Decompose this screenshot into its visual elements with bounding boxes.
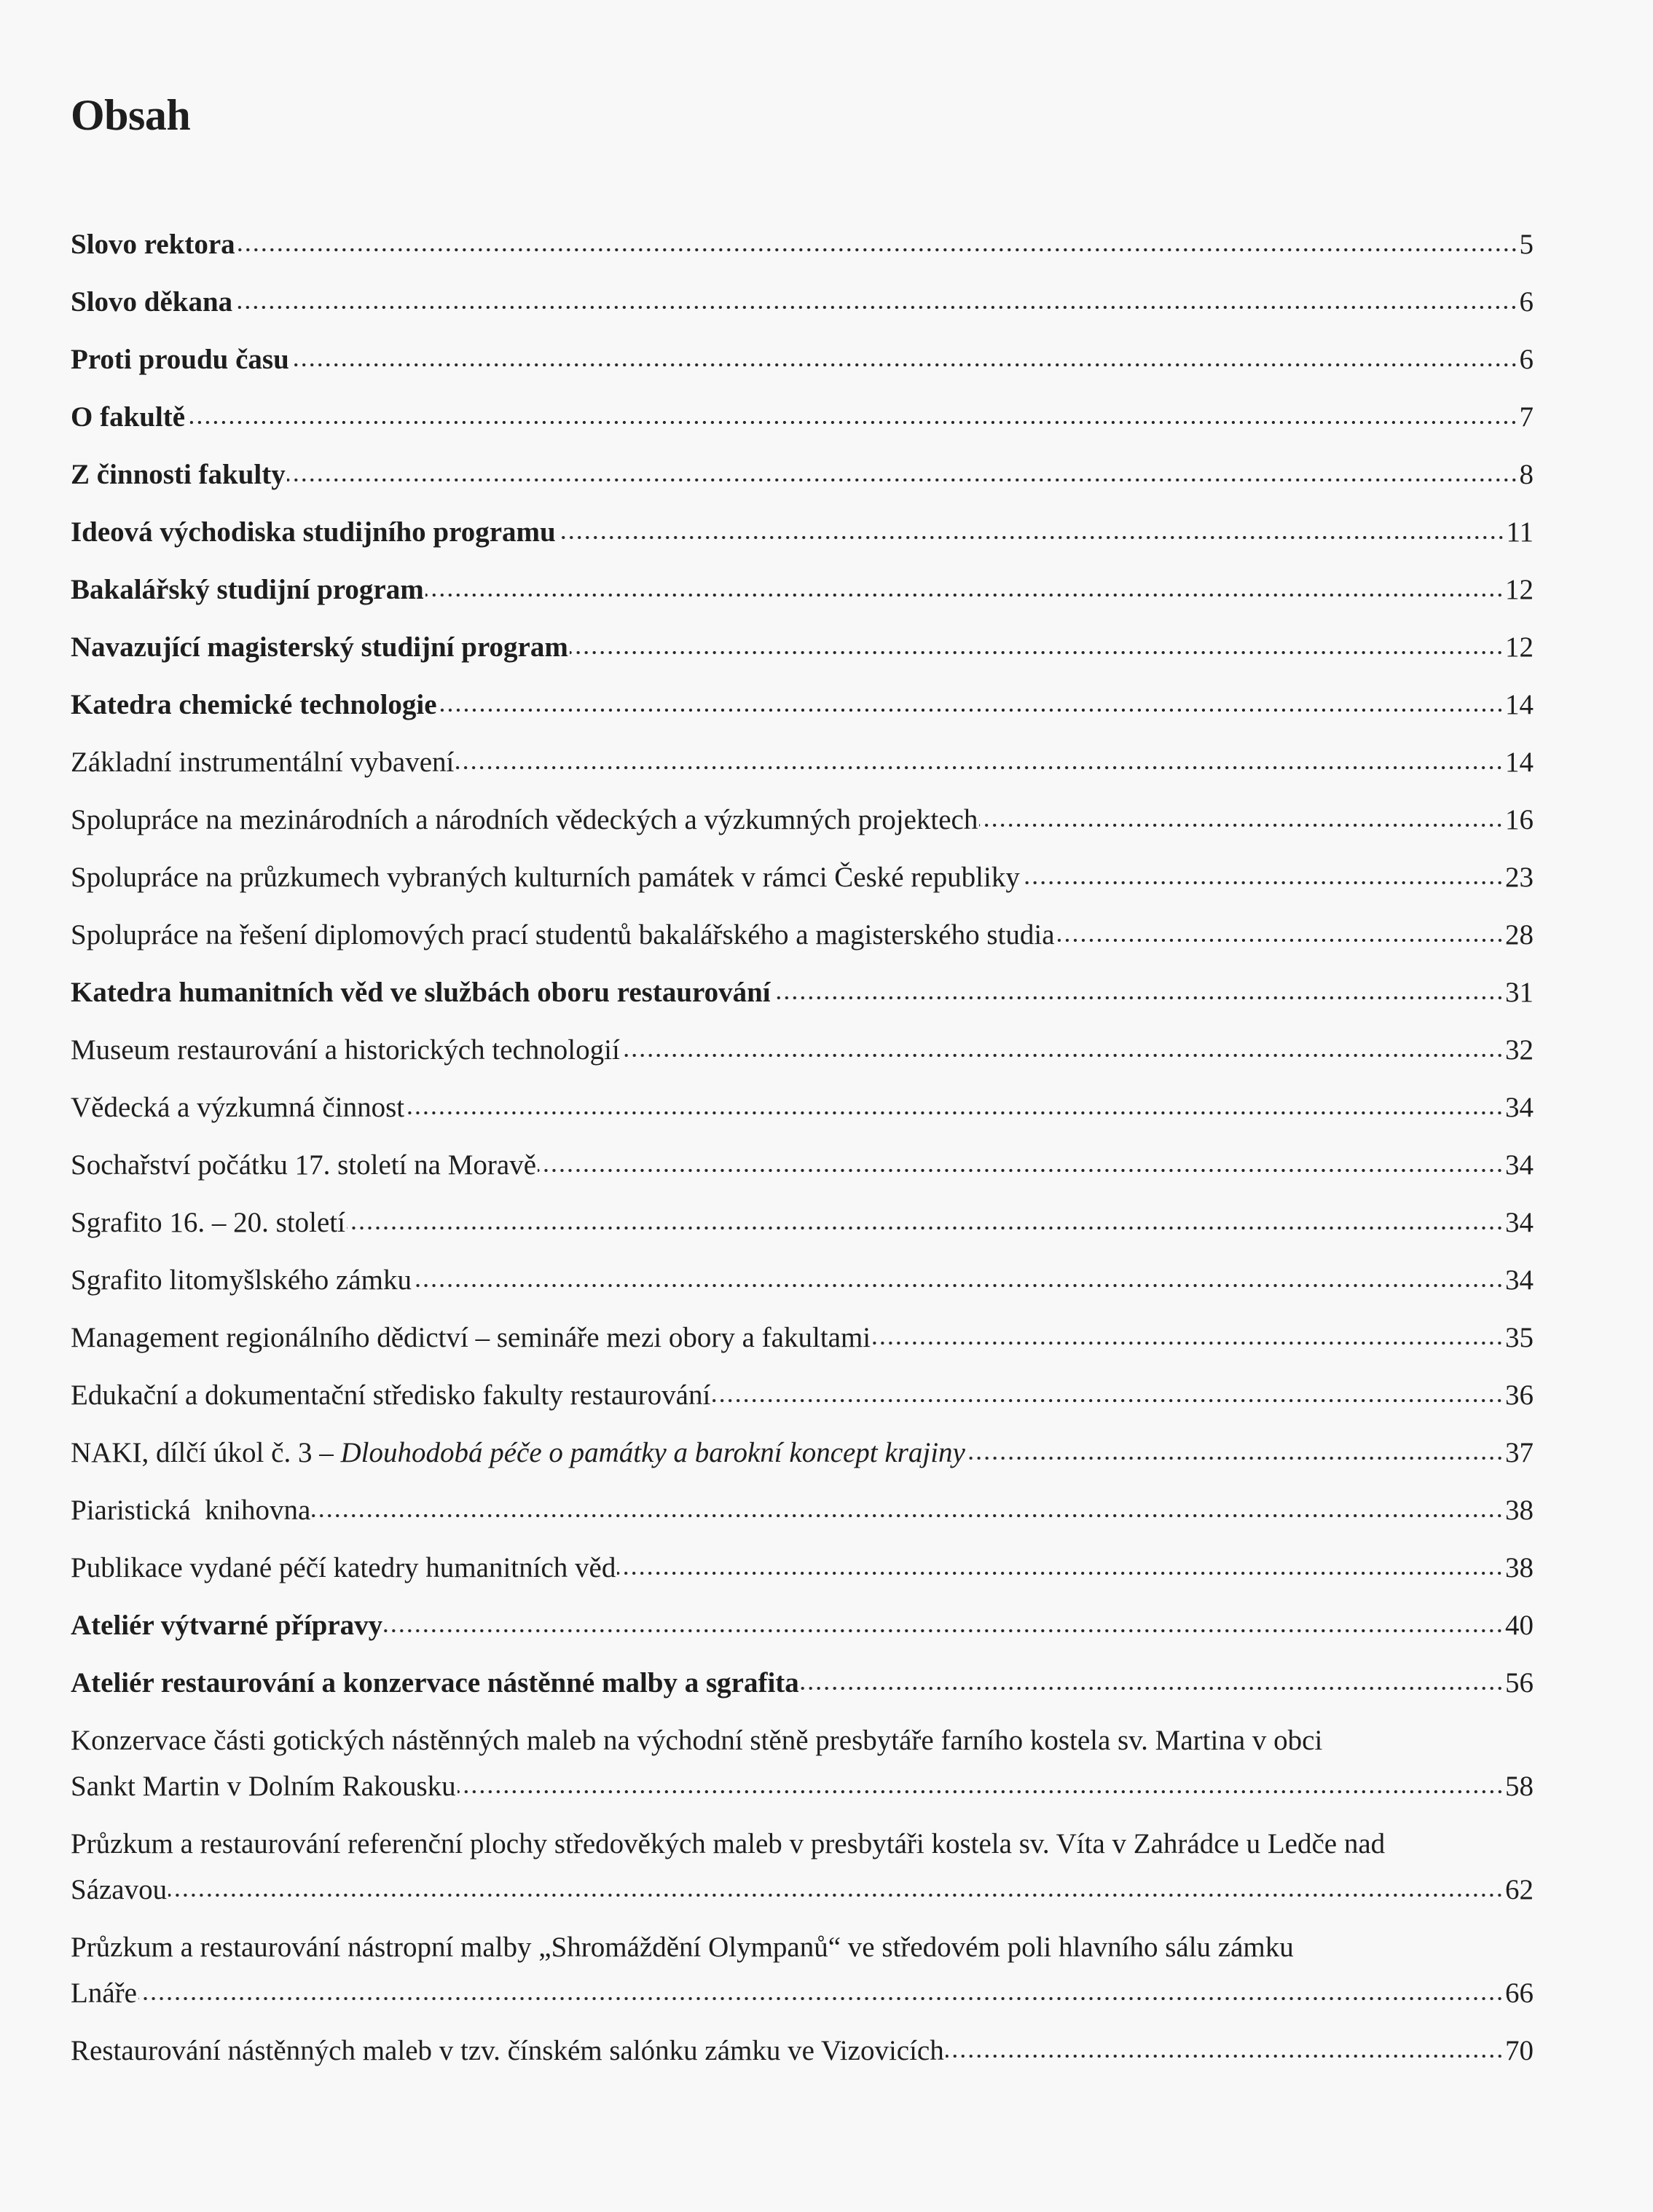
toc-entry-title: Piaristická knihovna xyxy=(71,1495,311,1526)
toc-page-number: 38 xyxy=(1505,1495,1534,1526)
dot-leader xyxy=(413,1282,1504,1289)
toc-page-number: 40 xyxy=(1505,1610,1534,1641)
toc-entry-title: Sázavou xyxy=(71,1874,168,1905)
dot-leader xyxy=(291,361,1518,369)
toc-page-number: 7 xyxy=(1519,401,1534,433)
toc-entry[interactable] xyxy=(71,676,1534,733)
dot-leader xyxy=(406,1109,1504,1117)
toc-page-number: 62 xyxy=(1505,1874,1534,1905)
dot-leader xyxy=(312,1512,1504,1519)
toc-entry-title: Sgrafito litomyšlského zámku xyxy=(71,1264,412,1296)
dot-leader xyxy=(979,822,1504,829)
toc-entry-title: Proti proudu času xyxy=(71,344,289,375)
toc-page-number: 56 xyxy=(1505,1667,1534,1699)
dot-leader xyxy=(458,1788,1504,1795)
toc-page-number: 37 xyxy=(1505,1437,1534,1468)
toc-entry-title: Sankt Martin v Dolním Rakousku xyxy=(71,1771,456,1802)
toc-page-number: 14 xyxy=(1505,689,1534,720)
dot-leader xyxy=(1056,937,1504,944)
toc-page-number: 58 xyxy=(1505,1771,1534,1802)
toc-page-number: 35 xyxy=(1505,1322,1534,1353)
toc-page-number: 5 xyxy=(1519,229,1534,260)
toc-entry-title: Katedra humanitních věd ve službách oboru restaurování xyxy=(71,977,771,1008)
toc-entry[interactable] xyxy=(71,618,1534,676)
dot-leader xyxy=(425,591,1504,599)
toc-entry[interactable] xyxy=(71,1654,1534,1712)
dot-leader xyxy=(168,1892,1504,1899)
toc-entry[interactable] xyxy=(71,1712,1534,1815)
toc-entry[interactable] xyxy=(71,1309,1534,1366)
toc-entry[interactable] xyxy=(71,791,1534,849)
toc-entry-title: Ateliér restaurování a konzervace nástěnné malby a sgrafita xyxy=(71,1667,799,1699)
toc-entry-title-prefix: NAKI, dílčí úkol č. 3 – xyxy=(71,1437,341,1468)
toc-entry[interactable] xyxy=(71,1136,1534,1194)
toc-entry-title: Publikace vydané péčí katedry humanitních věd xyxy=(71,1552,616,1583)
dot-leader xyxy=(384,1627,1504,1634)
dot-leader xyxy=(621,1052,1504,1059)
toc-entry-title: Sochařství počátku 17. století na Moravě xyxy=(71,1149,537,1181)
toc-entry[interactable] xyxy=(71,1251,1534,1309)
toc-page-number: 16 xyxy=(1505,804,1534,835)
toc-entry-title: Bakalářský studijní program xyxy=(71,574,424,605)
toc-page-number: 34 xyxy=(1505,1092,1534,1123)
toc-entry[interactable] xyxy=(71,1539,1534,1597)
toc-entry[interactable] xyxy=(71,1597,1534,1654)
toc-entry[interactable] xyxy=(71,503,1534,561)
toc-page-number: 11 xyxy=(1506,516,1534,548)
toc-page-number: 34 xyxy=(1505,1207,1534,1238)
toc-page-number: 34 xyxy=(1505,1264,1534,1296)
toc-entry-title: O fakultě xyxy=(71,401,186,433)
table-of-contents xyxy=(71,216,1534,2079)
toc-entry-title-line1: Průzkum a restaurování referenční plochy středověkých maleb v presbytáři kostela sv. Víta v Zahrádce u Ledče nad xyxy=(71,1828,1386,1859)
toc-entry[interactable] xyxy=(71,388,1534,446)
toc-entry[interactable] xyxy=(71,2022,1534,2079)
dot-leader xyxy=(347,1224,1504,1232)
dot-leader xyxy=(872,1339,1504,1347)
dot-leader xyxy=(557,534,1505,541)
dot-leader xyxy=(1021,879,1504,886)
dot-leader xyxy=(138,1995,1504,2002)
dot-leader xyxy=(455,764,1504,771)
dot-leader xyxy=(287,476,1518,484)
toc-entry-title: Základní instrumentální vybavení xyxy=(71,747,455,778)
toc-entry[interactable] xyxy=(71,331,1534,388)
toc-entry[interactable] xyxy=(71,1366,1534,1424)
toc-entry-title: Management regionálního dědictví – semináře mezi obory a fakultami xyxy=(71,1322,871,1353)
toc-entry-title-line1: Konzervace části gotických nástěnných maleb na východní stěně presbytáře farního kostela sv. Martina v obci xyxy=(71,1725,1323,1756)
dot-leader xyxy=(946,2052,1504,2060)
toc-entry[interactable] xyxy=(71,216,1534,273)
toc-page-number: 23 xyxy=(1505,862,1534,893)
toc-page-number: 32 xyxy=(1505,1034,1534,1066)
toc-entry-title: Museum restaurování a historických technologií xyxy=(71,1034,620,1066)
toc-entry[interactable] xyxy=(71,849,1534,906)
toc-entry-title xyxy=(71,1424,965,1481)
toc-entry[interactable] xyxy=(71,906,1534,964)
toc-entry[interactable] xyxy=(71,1481,1534,1539)
page-title: Obsah xyxy=(71,91,191,139)
dot-leader xyxy=(712,1397,1504,1404)
toc-page-number: 31 xyxy=(1505,977,1534,1008)
toc-page-number: 8 xyxy=(1519,459,1534,490)
toc-entry-title: Edukační a dokumentační středisko fakulty restaurování xyxy=(71,1379,711,1411)
dot-leader xyxy=(617,1570,1504,1577)
dot-leader xyxy=(772,994,1504,1001)
toc-entry-title: Ateliér výtvarné přípravy xyxy=(71,1610,383,1641)
toc-entry[interactable] xyxy=(71,1918,1534,2022)
toc-entry-title-line1: Průzkum a restaurování nástropní malby „Shromáždění Olympanů“ ve středovém poli hlavního sálu zámku xyxy=(71,1932,1294,1963)
toc-page-number: 6 xyxy=(1519,344,1534,375)
toc-entry-title: Sgrafito 16. – 20. století xyxy=(71,1207,345,1238)
dot-leader xyxy=(237,246,1518,253)
dot-leader xyxy=(570,649,1504,656)
toc-entry-title: Spolupráce na řešení diplomových prací studentů bakalářského a magisterského studia xyxy=(71,919,1055,950)
toc-entry[interactable] xyxy=(71,1079,1534,1136)
toc-entry[interactable] xyxy=(71,273,1534,331)
toc-entry-title: Vědecká a výzkumná činnost xyxy=(71,1092,405,1123)
toc-entry-title-italic: Dlouhodobá péče o památky a barokní koncept krajiny xyxy=(340,1437,965,1468)
dot-leader xyxy=(967,1455,1504,1462)
toc-page-number: 14 xyxy=(1505,747,1534,778)
toc-page-number: 66 xyxy=(1505,1977,1534,2009)
toc-entry-title: Ideová východiska studijního programu xyxy=(71,516,556,548)
toc-entry[interactable] xyxy=(71,1021,1534,1079)
toc-page-number: 6 xyxy=(1519,286,1534,318)
toc-entry-title: Restaurování nástěnných maleb v tzv. čínském salónku zámku ve Vizovicích xyxy=(71,2035,944,2066)
toc-page-number: 28 xyxy=(1505,919,1534,950)
toc-page-number: 12 xyxy=(1505,631,1534,663)
toc-page-number: 12 xyxy=(1505,574,1534,605)
dot-leader xyxy=(234,304,1517,311)
toc-page-number: 36 xyxy=(1505,1379,1534,1411)
toc-entry[interactable] xyxy=(71,1815,1534,1918)
toc-entry-title: Lnáře xyxy=(71,1977,137,2009)
toc-entry-title: Z činnosti fakulty xyxy=(71,459,286,490)
toc-page-number: 70 xyxy=(1505,2035,1534,2066)
toc-entry-title: Spolupráce na mezinárodních a národních vědeckých a výzkumných projektech xyxy=(71,804,978,835)
toc-entry-title: Katedra chemické technologie xyxy=(71,689,437,720)
toc-entry[interactable] xyxy=(71,964,1534,1021)
dot-leader xyxy=(439,706,1504,714)
toc-entry[interactable] xyxy=(71,446,1534,503)
toc-page-number: 34 xyxy=(1505,1149,1534,1181)
toc-entry[interactable] xyxy=(71,733,1534,791)
toc-entry-title: Slovo děkana xyxy=(71,286,233,318)
dot-leader xyxy=(801,1685,1504,1692)
toc-entry-title: Spolupráce na průzkumech vybraných kulturních památek v rámci České republiky xyxy=(71,862,1020,893)
toc-page-number: 38 xyxy=(1505,1552,1534,1583)
toc-entry-title: Slovo rektora xyxy=(71,229,235,260)
dot-leader xyxy=(186,419,1517,426)
toc-entry[interactable] xyxy=(71,1424,1534,1481)
toc-entry-title: Navazující magisterský studijní program xyxy=(71,631,568,663)
toc-entry[interactable] xyxy=(71,1194,1534,1251)
toc-entry[interactable] xyxy=(71,561,1534,618)
dot-leader xyxy=(538,1167,1504,1174)
